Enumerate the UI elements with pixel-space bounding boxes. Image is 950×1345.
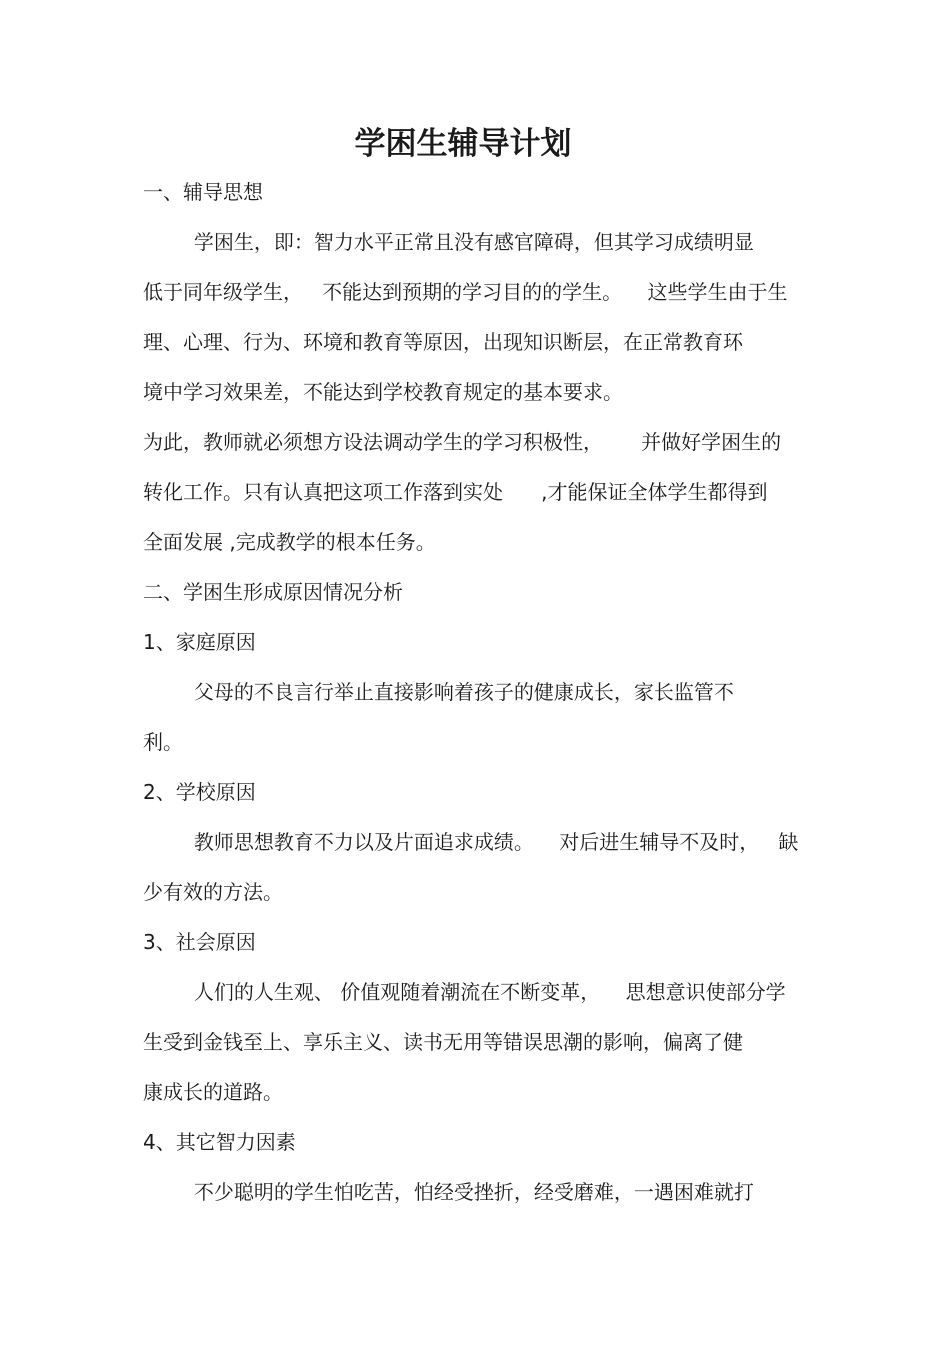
paragraph-line: 学困生，即：智力水平正常且没有感官障碍，但其学习成绩明显	[143, 230, 754, 254]
paragraph-line: 教师思想教育不力以及片面追求成绩。 对后进生辅导不及时， 缺	[143, 830, 799, 854]
paragraph-line: 理、心理、行为、环境和教育等原因，出现知识断层，在正常教育环	[143, 330, 743, 354]
paragraph-line: 康成长的道路。	[143, 1080, 283, 1104]
paragraph-line: 不少聪明的学生怕吃苦，怕经受挫折，经受磨难，一遇困难就打	[143, 1180, 754, 1204]
subheading-school: 2、学校原因	[143, 780, 256, 804]
paragraph-line: 利。	[143, 730, 183, 754]
paragraph-line: 境中学习效果差，不能达到学校教育规定的基本要求。	[143, 380, 623, 404]
subheading-society: 3、社会原因	[143, 930, 256, 954]
section-heading-guidance: 一、辅导思想	[143, 180, 263, 204]
paragraph-line: 少有效的方法。	[143, 880, 283, 904]
paragraph-line: 为此，教师就必须想方设法调动学生的学习积极性， 并做好学困生的	[143, 430, 782, 454]
paragraph-line: 生受到金钱至上、享乐主义、读书无用等错误思潮的影响，偏离了健	[143, 1030, 743, 1054]
paragraph-line: 全面发展 ,完成教学的根本任务。	[143, 530, 436, 554]
paragraph-line: 人们的人生观、 价值观随着潮流在不断变革， 思想意识使部分学	[143, 980, 786, 1004]
subheading-other: 4、其它智力因素	[143, 1130, 296, 1154]
paragraph-line: 低于同年级学生， 不能达到预期的学习目的的学生。 这些学生由于生	[143, 280, 788, 304]
section-heading-causes: 二、学困生形成原因情况分析	[143, 580, 403, 604]
subheading-family: 1、家庭原因	[143, 630, 256, 654]
paragraph-line: 父母的不良言行举止直接影响着孩子的健康成长，家长监管不	[143, 680, 734, 704]
document-title: 学困生辅导计划	[354, 126, 572, 162]
paragraph-line: 转化工作。只有认真把这项工作落到实处 ,才能保证全体学生都得到	[143, 480, 768, 504]
